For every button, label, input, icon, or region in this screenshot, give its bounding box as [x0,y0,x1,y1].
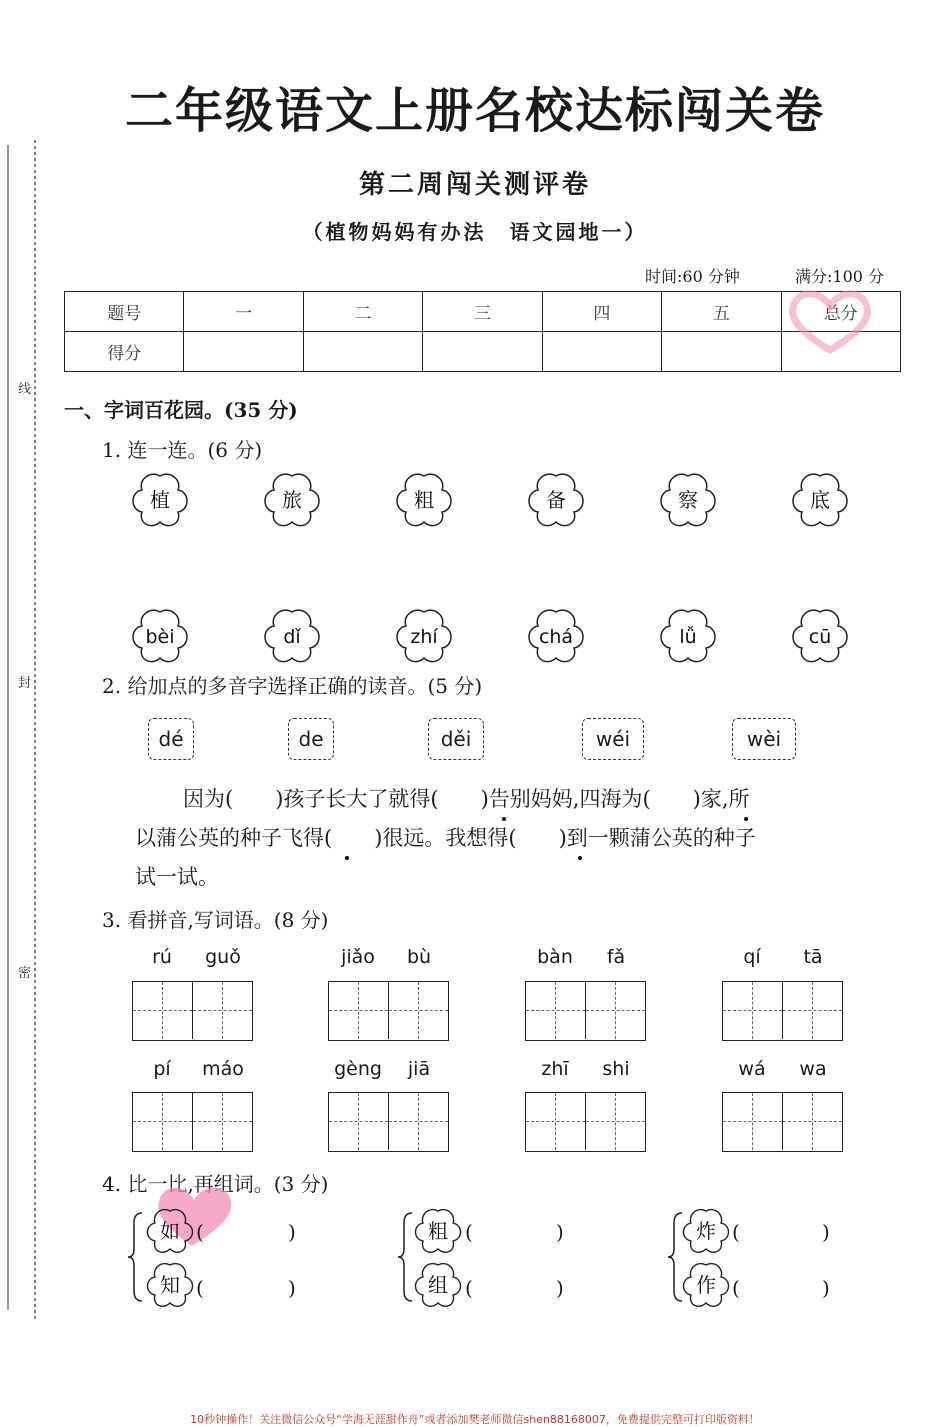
answer-paren-open: ( [196,1220,204,1244]
score-header-cell: 二 [303,292,422,332]
q3-pinyin: qí [743,946,761,968]
emphasis-dot [578,856,582,860]
svg-text:组: 组 [428,1273,448,1297]
q3-pinyin: bàn [537,946,573,968]
q4-compare-area [128,1205,848,1315]
q1-title: 1. 连一连。(6 分) [102,438,263,462]
flower-pinyin-text: chá [538,626,574,648]
emphasis-dot [345,856,349,860]
score-cell[interactable] [542,332,661,372]
flower-pinyin[interactable] [397,610,451,661]
svg-text:粗: 粗 [428,1219,448,1243]
flower-char[interactable] [265,474,319,525]
compare-char-badge [416,1264,461,1307]
compare-char-badge [416,1210,461,1253]
q3-pinyin: bù [406,946,432,968]
heart-decoration-icon [780,280,880,360]
time-limit: 时间:60 分钟 [645,267,740,286]
full-score: 满分:100 分 [795,267,885,286]
lesson-scope: （植物妈妈有办法 语文园地一） [302,220,648,244]
svg-text:知: 知 [160,1273,180,1297]
promo-footer: 10秒钟操作！关注微信公众号“学海无涯甜作舟”或者添加樊老师微信shen88168007，免费提供完整可打印版资料！ [190,1413,760,1426]
flower-char-text: 底 [810,488,830,512]
q3-pinyin: jiǎo [341,946,375,968]
score-cell[interactable] [303,332,422,372]
q1-pinyin-row [125,606,865,666]
flower-char[interactable] [529,474,583,525]
side-mark-secret: 密 [18,966,32,981]
pinyin-option[interactable]: wèi [732,718,796,760]
pinyin-option[interactable]: děi [428,718,484,760]
score-cell[interactable] [662,332,781,372]
q3-pinyin: rú [152,946,172,968]
pinyin-option[interactable]: dé [148,718,194,760]
compare-group [668,1210,729,1307]
compare-char-badge [148,1210,193,1253]
side-mark-seal: 封 [18,676,32,691]
score-header-cell: 三 [423,292,542,332]
flower-pinyin-text: bèi [145,626,175,648]
pinyin-option[interactable]: de [288,718,334,760]
svg-text:炸: 炸 [696,1219,716,1243]
q3-pinyin: máo [202,1058,244,1080]
flower-pinyin[interactable] [529,610,583,661]
writing-grid[interactable] [525,1092,646,1152]
flower-char[interactable] [793,474,847,525]
writing-grid[interactable] [328,1092,449,1152]
q3-pinyin: fǎ [606,946,626,968]
score-header-cell: 五 [662,292,781,332]
compare-char-badge [684,1264,729,1307]
flower-pinyin-text: zhí [410,626,438,648]
flower-char-text: 旅 [282,488,302,512]
answer-paren-open: ( [732,1276,740,1300]
answer-paren-close: ) [288,1220,296,1244]
score-header-cell: 总分 [781,292,900,332]
q3-pinyin: pí [153,1058,171,1080]
q3-pinyin: zhī [541,1058,569,1080]
score-header-cell: 题号 [65,292,184,332]
compare-char-badge [684,1210,729,1253]
flower-pinyin[interactable] [793,610,847,661]
page-subtitle: 第二周闯关测评卷 [358,170,591,200]
q2-title: 2. 给加点的多音字选择正确的读音。(5 分) [102,674,483,698]
svg-text:作: 作 [696,1273,716,1297]
binding-margin [0,140,40,1320]
score-table-header-row [65,292,901,332]
page-title: 二年级语文上册名校达标闯关卷 [124,83,825,139]
q2-sentence-line2: 以蒲公英的种子飞得( )很远。我想得( )到一颗蒲公英的种子 [135,826,756,850]
flower-char-text: 植 [150,488,170,512]
q4-title: 4. 比一比,再组词。(3 分) [102,1172,329,1196]
writing-grid[interactable] [328,981,449,1041]
answer-paren-open: ( [465,1220,473,1244]
score-table [64,291,901,372]
svg-text:如: 如 [160,1219,180,1243]
emphasis-dot [744,817,748,821]
flower-char[interactable] [397,474,451,525]
answer-paren-close: ) [288,1276,296,1300]
q2-sentence-line3: 试一试。 [135,865,219,889]
answer-paren-close: ) [822,1276,830,1300]
flower-pinyin[interactable] [133,610,187,661]
flower-char[interactable] [661,474,715,525]
flower-pinyin-text: dǐ [283,626,301,648]
answer-paren-open: ( [196,1276,204,1300]
compare-group [398,1210,461,1307]
score-cell[interactable] [423,332,542,372]
q2-sentence-line1: 因为( )孩子长大了就得( )告别妈妈,四海为( )家,所 [183,787,750,811]
score-table-score-row [65,332,901,372]
writing-grid[interactable] [722,1092,843,1152]
q3-pinyin: wa [799,1058,827,1080]
q3-pinyin: wá [738,1058,766,1080]
emphasis-dot [502,817,506,821]
flower-pinyin[interactable] [661,610,715,661]
writing-grid[interactable] [132,981,253,1041]
q1-char-row [125,470,865,530]
q3-pinyin: guǒ [205,946,241,968]
q3-title: 3. 看拼音,写词语。(8 分) [102,908,329,932]
pinyin-option[interactable]: wéi [582,718,644,760]
side-mark-line: 线 [18,382,32,397]
flower-char-text: 察 [678,488,698,512]
answer-paren-close: ) [822,1220,830,1244]
section1-heading: 一、字词百花园。(35 分) [64,398,298,422]
q3-pinyin: jiā [407,1058,431,1080]
writing-grid[interactable] [525,981,646,1041]
compare-char-badge [148,1264,193,1307]
flower-pinyin[interactable] [265,610,319,661]
answer-paren-open: ( [465,1276,473,1300]
flower-char[interactable] [133,474,187,525]
answer-paren-open: ( [732,1220,740,1244]
answer-paren-close: ) [556,1220,564,1244]
score-row-label: 得分 [65,332,184,372]
q3-pinyin: shi [602,1058,630,1080]
flower-pinyin-text: cū [808,626,832,648]
writing-grid[interactable] [132,1092,253,1152]
score-cell[interactable] [184,332,303,372]
flower-pinyin-text: lǚ [679,626,697,648]
score-header-cell: 一 [184,292,303,332]
compare-group [128,1210,193,1307]
answer-paren-close: ) [556,1276,564,1300]
writing-grid[interactable] [722,981,843,1041]
flower-char-text: 备 [546,488,566,512]
q3-pinyin: gèng [334,1058,382,1080]
score-header-cell: 四 [542,292,661,332]
flower-char-text: 粗 [414,488,434,512]
q3-pinyin: tā [803,946,823,968]
